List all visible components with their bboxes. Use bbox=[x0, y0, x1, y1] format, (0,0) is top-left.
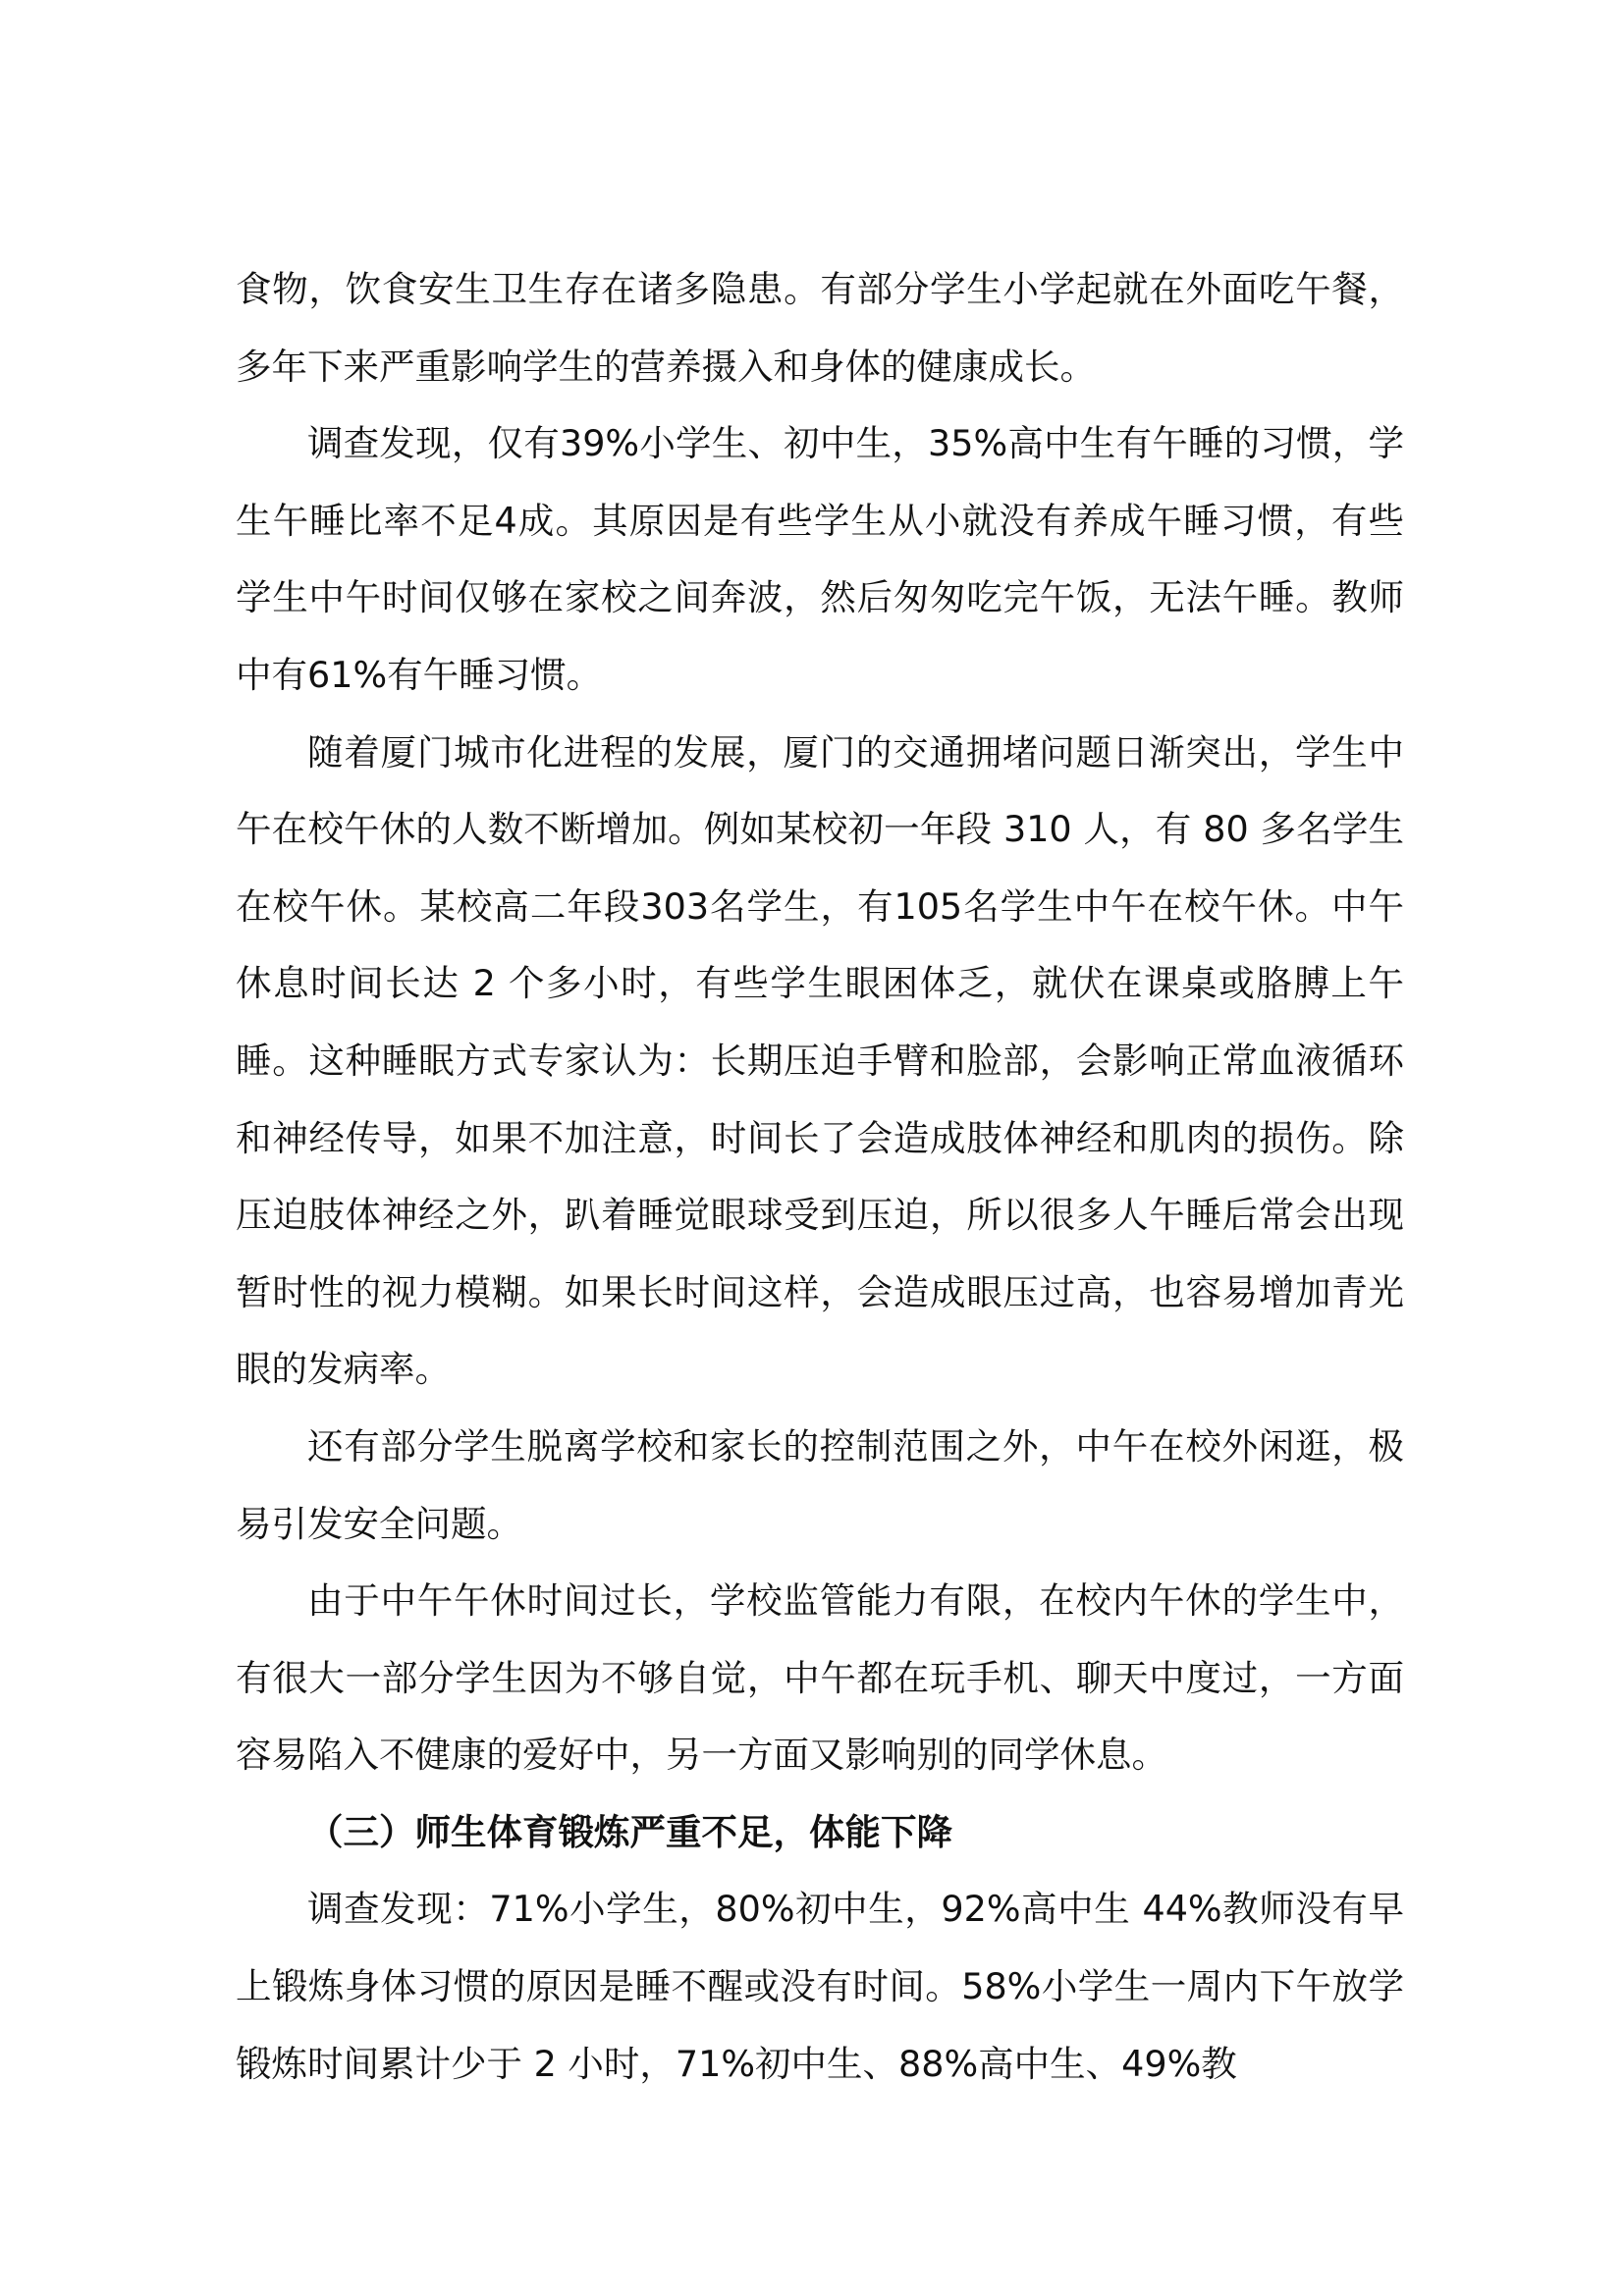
paragraph-nap-survey: 调查发现，仅有39%小学生、初中生，35%高中生有午睡的习惯，学生午睡比率不足4成。其原因是有些学生从小就没有养成午睡习惯，有些学生中午时间仅够在家校之间奔波，然后匆匆吃完午饭，无法午睡。教师中有61%有午睡习惯。 bbox=[236, 422, 1404, 696]
paragraph-safety-issues: 还有部分学生脱离学校和家长的控制范围之外，中午在校外闲逛，极易引发安全问题。 bbox=[236, 1424, 1404, 1545]
paragraph-food-safety: 食物，饮食安生卫生存在诸多隐患。有部分学生小学起就在外面吃午餐，多年下来严重影响学生的营养摄入和身体的健康成长。 bbox=[236, 268, 1404, 388]
paragraph-supervision: 由于中午午休时间过长，学校监管能力有限，在校内午休的学生中，有很大一部分学生因为不够自觉，中午都在玩手机、聊天中度过，一方面容易陷入不健康的爱好中，另一方面又影响别的同学休息。 bbox=[236, 1579, 1404, 1777]
document-page bbox=[236, 251, 1404, 2103]
section-heading-physical-exercise: （三）师生体育锻炼严重不足，体能下降 bbox=[307, 1810, 952, 1853]
paragraph-traffic-nap: 随着厦门城市化进程的发展，厦门的交通拥堵问题日渐突出，学生中午在校午休的人数不断增加。例如某校初一年段 310 人，有 80 多名学生在校午休。某校高二年段303名学生，有105名学生中午在校午休。中午休息时间长达 2 个多小时，有些学生眼困体乏，就伏在课桌或胳膊上午睡。这种睡眠方式专家认为：长期压迫手臂和脸部，会影响正常血液循环和神经传导，如果不加注意，时间长了会造成肢体神经和肌肉的损伤。除压迫肢体神经之外，趴着睡觉眼球受到压迫，所以很多人午睡后常会出现暂时性的视力模糊。如果长时间这样，会造成眼压过高，也容易增加青光眼的发病率。 bbox=[236, 730, 1404, 1391]
paragraph-exercise-survey: 调查发现：71%小学生，80%初中生，92%高中生 44%教师没有早上锻炼身体习惯的原因是睡不醒或没有时间。58%小学生一周内下午放学锻炼时间累计少于 2 小时，71%初中生、88%高中生、49%教 bbox=[236, 1888, 1404, 2085]
